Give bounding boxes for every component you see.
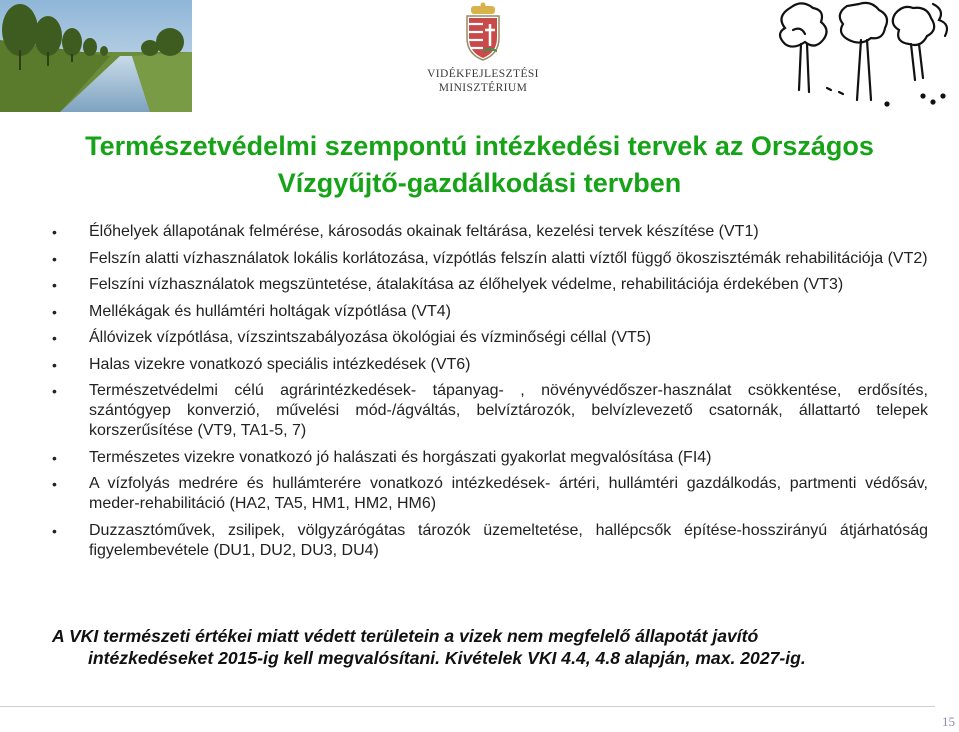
list-item: [52, 302, 928, 322]
list-item: [52, 474, 928, 514]
list-item-text: Felszín alatti vízhasználatok lokális korlátozása, vízpótlás felszín alatti víztől függő ökoszisztémák rehabilitációja (VT2): [89, 249, 928, 267]
ministry-logo: [418, 2, 548, 102]
list-item-text: Mellékágak és hullámtéri holtágak vízpótlása (VT4): [89, 302, 451, 320]
list-item-text: Halas vizekre vonatkozó speciális intézkedések (VT6): [89, 355, 471, 373]
hungarian-coat-of-arms-icon: [453, 2, 513, 64]
list-item: [52, 222, 928, 242]
footer-divider: [0, 706, 935, 707]
bullet-icon: •: [52, 303, 57, 320]
bullet-icon: •: [52, 224, 57, 240]
bullet-icon: •: [52, 476, 57, 492]
list-item: [52, 381, 928, 441]
list-item-text: Élőhelyek állapotának felmérése, károsodás okainak feltárása, kezelési tervek készítése (VT1): [89, 223, 759, 240]
list-item: [52, 275, 928, 295]
list-item-text: Felszíni vízhasználatok megszüntetése, átalakítása az élőhelyek védelme, rehabilitációja érdekében (VT3): [89, 276, 844, 293]
footnote-line2: intézkedéseket 2015-ig kell megvalósítani. Kivételek VKI 4.4, 4.8 alapján, max. 2027-ig.: [88, 648, 806, 668]
bullet-icon: •: [52, 383, 57, 399]
slide-title: [0, 128, 959, 202]
list-item-text: A vízfolyás medrére és hullámterére vonatkozó intézkedések- ártéri, hullámtéri gazdálkodás, partmenti védősáv, meder-rehabilitáció (HA2, TA5, HM1, HM2, HM6): [89, 475, 928, 512]
list-item: [52, 521, 928, 561]
ministry-name-line2: MINISZTÉRIUM: [438, 82, 528, 94]
slide-title-line2: Vízgyűjtő-gazdálkodási tervben: [277, 168, 682, 198]
tree-sketch-illustration: [727, 0, 959, 112]
list-item: [52, 355, 928, 375]
measures-list: [52, 222, 928, 567]
list-item: [52, 249, 928, 269]
footnote: [52, 625, 932, 669]
bullet-icon: •: [52, 522, 57, 539]
page-number: 15: [942, 714, 955, 729]
list-item-text: Állóvizek vízpótlása, vízszintszabályozása ökológiai és vízminőségi céllal (VT5): [89, 329, 652, 346]
bullet-icon: •: [52, 330, 57, 346]
ministry-name-line1: VIDÉKFEJLESZTÉSI: [427, 68, 539, 80]
bullet-icon: •: [52, 277, 57, 293]
list-item-text: Duzzasztóművek, zsilipek, völgyzárógátas tározók üzemeltetése, hallépcsők építése-hosszirányú átjárhatóság figyelembevétele (DU1, DU2, DU3, DU4): [89, 521, 928, 559]
bullet-icon: •: [52, 356, 57, 373]
footnote-line1: A VKI természeti értékei miatt védett területein a vizek nem megfelelő állapotát javító: [52, 626, 759, 646]
slide-title-line1: Természetvédelmi szempontú intézkedési tervek az Országos: [85, 131, 874, 161]
bullet-icon: •: [52, 449, 57, 466]
list-item-text: Természetes vizekre vonatkozó jó halászati és horgászati gyakorlat megvalósítása (FI4): [89, 448, 712, 466]
list-item-text: Természetvédelmi célú agrárintézkedések- tápanyag- , növényvédőszer-használat csökkentése, erdősítés, szántógyep konverzió, művelési mód-/ágváltás, belvíztározók, belvízlevezető csatornák, állattartó telepek korszerűsítése (VT9, TA1-5, 7): [89, 382, 928, 439]
list-item: [52, 328, 928, 348]
bullet-icon: •: [52, 250, 57, 267]
list-item: [52, 448, 928, 468]
canal-landscape-photo: [0, 0, 192, 112]
